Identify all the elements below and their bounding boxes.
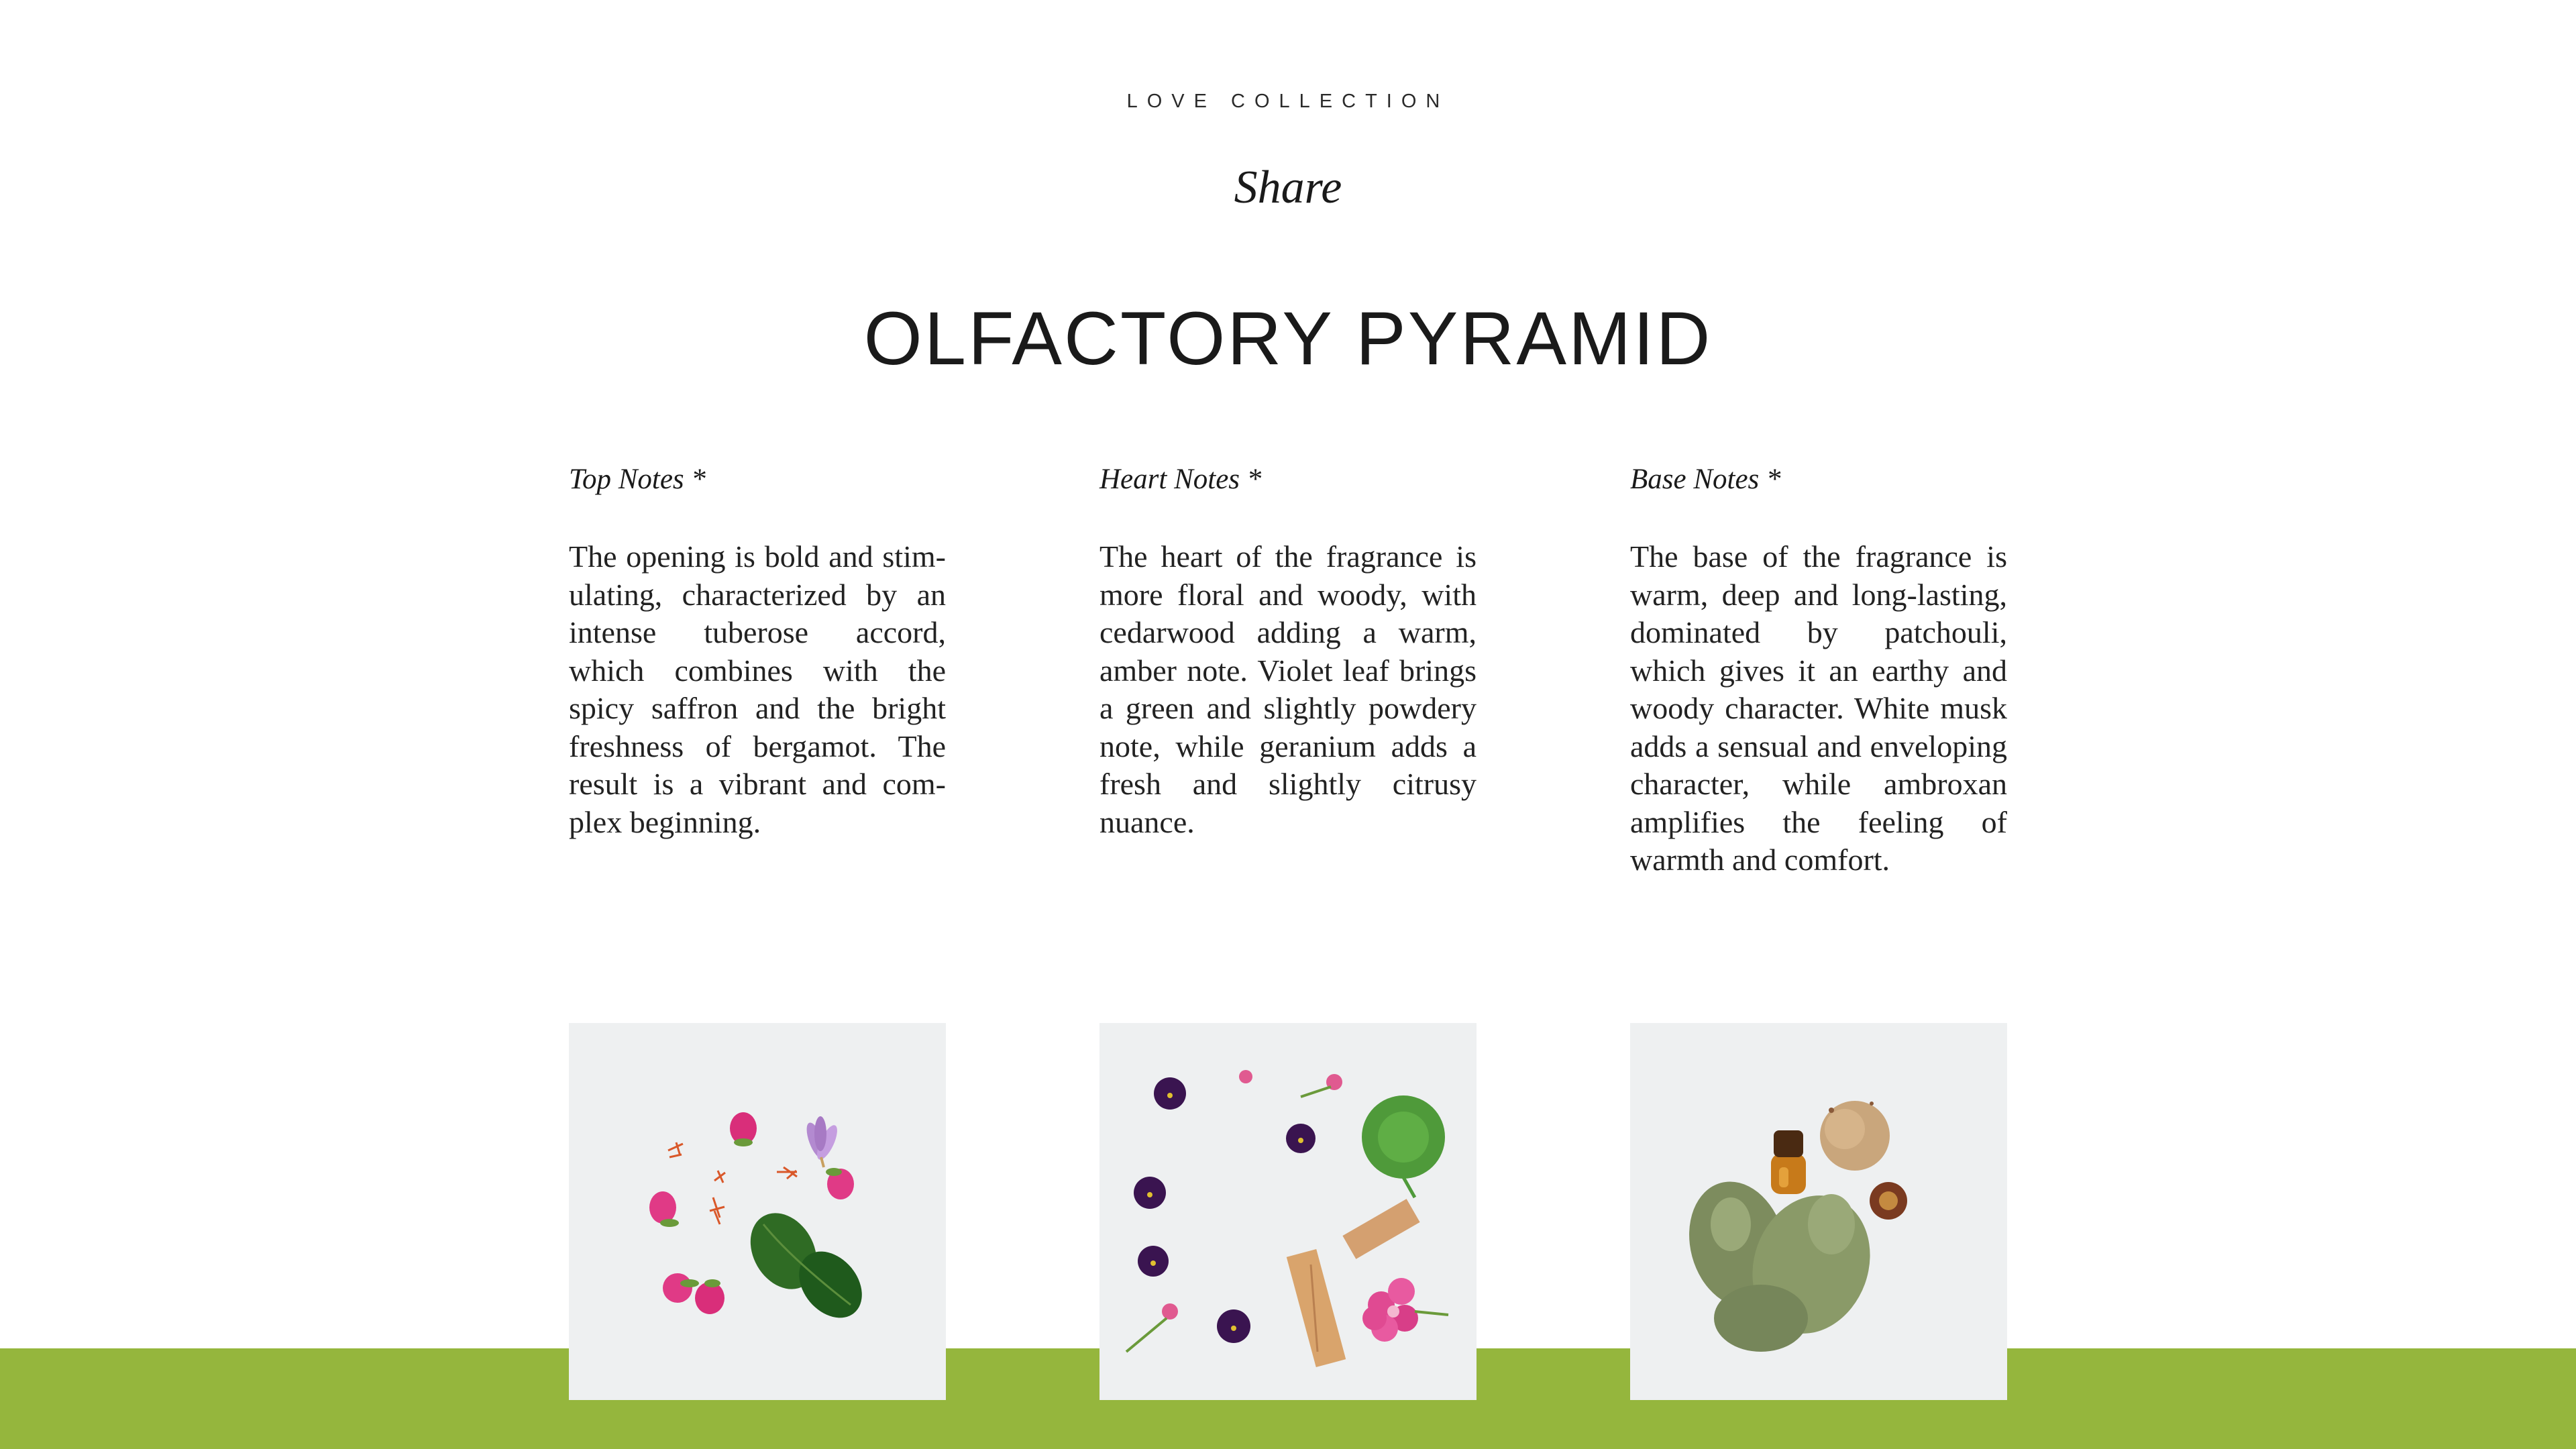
collection-label: LOVE COLLECTION — [1126, 91, 1450, 112]
amber-bottle-icon — [1771, 1130, 1806, 1194]
tuberose-saffron-bergamot-image — [569, 1023, 946, 1400]
top-notes-ingredients-icon — [569, 1023, 946, 1400]
top-notes-text: The opening is bold and stimulating, characterized by an intense tuberose accord, which combines with the spicy saffron and the bright freshness of bergamot. The result is a vibrant and complex beginning. — [569, 539, 946, 839]
dried-flower-icon — [1870, 1182, 1907, 1220]
base-notes-ingredients-icon — [1630, 1023, 2007, 1400]
heart-notes-column — [1099, 463, 1477, 841]
base-notes-title: Base Notes * — [1630, 464, 1781, 495]
page-title: OLFACTORY PYRAMID — [863, 297, 1713, 380]
base-notes-column — [1630, 463, 2007, 879]
top-notes-title: Top Notes * — [569, 464, 706, 495]
heart-notes-ingredients-icon — [1099, 1023, 1477, 1400]
heart-notes-title: Heart Notes * — [1099, 464, 1262, 495]
top-notes-column — [569, 463, 946, 841]
base-notes-text: The base of the fragrance is warm, deep and long-lasting, dominated by patchouli, which gives it an earthy and woody character. White musk adds a sensual and enveloping character, while ambroxan amplifies the feeling of warmth and comfort. — [1630, 539, 2007, 877]
patchouli-musk-ambroxan-image — [1630, 1023, 2007, 1400]
powder-pile-icon — [1820, 1101, 1890, 1171]
violet-cedarwood-geranium-image — [1099, 1023, 1477, 1400]
product-name: Share — [1234, 162, 1342, 213]
heart-notes-text: The heart of the fragrance is more floral and woody, with cedarwood adding a warm, amber note. Violet leaf brings a green and slightly powdery note, while geranium adds a fresh and slightly citrusy nuance. — [1099, 539, 1477, 839]
